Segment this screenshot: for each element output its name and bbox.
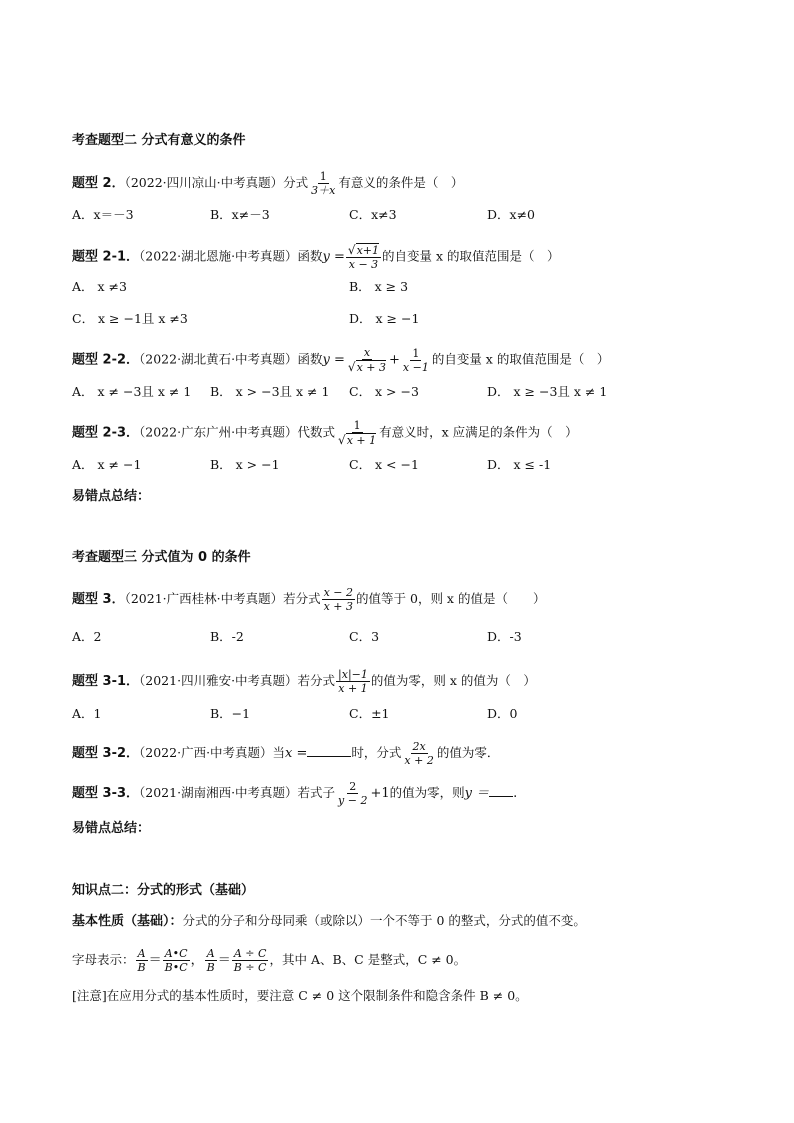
- fraction-a-b-2: $\frac{A}{B}$: [206, 947, 215, 974]
- plus-sign: +: [389, 352, 400, 368]
- fraction: $\frac{2}{y - 2}$: [338, 780, 368, 807]
- option-d: D．0: [487, 706, 518, 721]
- option-b: B． x ≥ 3: [349, 279, 409, 294]
- option-c: C．x≠3: [349, 207, 397, 222]
- question-source: （2022·湖北黄石·中考真题）函数: [139, 351, 323, 367]
- fraction: $\frac{1}{√x + 1}$: [338, 419, 377, 447]
- option-a: A．2: [72, 629, 102, 644]
- y-equals: y =: [322, 352, 345, 368]
- question-label: 题型 2-1: [72, 249, 127, 265]
- option-d: D．-3: [487, 629, 522, 644]
- basic-property-text: 分式的分子和分母同乘（或除以）一个不等于 0 的整式，分式的值不变。: [182, 913, 586, 928]
- question-2: 题型 2．（2022·四川凉山·中考真题）分式 $\frac{1}{3+x}$ 有意义的条件是（ ）: [72, 170, 464, 197]
- fraction: $\frac{2x}{x + 2}$: [404, 740, 434, 767]
- question-tail: 有意义的条件是（ ）: [338, 175, 464, 190]
- fraction-a-b: $\frac{A}{B}$: [137, 947, 146, 974]
- y-equals: y ＝: [464, 786, 490, 801]
- option-c: C． x > −3: [349, 384, 419, 399]
- question-tail: 的值为零，则: [389, 785, 465, 800]
- question-label: 题型 3-2: [72, 746, 127, 761]
- answer-blank[interactable]: [307, 744, 351, 757]
- fraction-adivc-bdivc: $\frac{A \div C}{B \div C}$: [233, 947, 267, 974]
- y-equals: y =: [322, 249, 345, 265]
- question-3-3: 题型 3-3．（2021·湖南湘西·中考真题）若式子 $\frac{2}{y - 2}$ +1的值为零，则y ＝ .: [72, 780, 518, 807]
- fraction-ac-bc: $\frac{A•C}{B•C}$: [164, 947, 188, 974]
- option-b: B． x > −1: [210, 457, 280, 472]
- question-3-2: 题型 3-2．（2022·广西·中考真题）当x = 时，分式 $\frac{2x}{x + 2}$ 的值为零．: [72, 740, 500, 767]
- equals-sign-2: ＝: [217, 953, 231, 968]
- option-c: C．3: [349, 629, 380, 644]
- option-b: B． x > −3且 x ≠ 1: [210, 384, 330, 399]
- question-source: （2021·四川雅安·中考真题）若分式: [139, 673, 336, 688]
- letter-tail: ，其中 A、B、C 是整式，C ≠ 0。: [269, 952, 467, 967]
- option-a: A． x ≠ −1: [72, 457, 142, 472]
- basic-property: [72, 911, 586, 932]
- option-d: D． x ≥ −1: [349, 311, 420, 326]
- question-3: 题型 3．（2021·广西桂林·中考真题）若分式 $\frac{x - 2}{x + 3}$ 的值等于 0，则 x 的值是（ ）: [72, 586, 546, 613]
- comma: ，: [190, 953, 204, 968]
- knowledge-title: 知识点二：分式的形式（基础）: [72, 883, 255, 898]
- option-d: D． x ≥ −3且 x ≠ 1: [487, 384, 608, 399]
- answer-blank[interactable]: [489, 784, 513, 797]
- plus-one: +1: [370, 786, 390, 801]
- letter-label: 字母表示：: [72, 952, 135, 967]
- question-label: 题型 2-2: [72, 352, 127, 368]
- fraction-2: $\frac{1}{x -1}$: [402, 346, 429, 374]
- basic-property-label: 基本性质（基础）：: [72, 914, 183, 929]
- question-tail: 的值为零．: [436, 745, 500, 760]
- question-label: 题型 2: [72, 176, 112, 191]
- question-3-1: 题型 3-1．（2021·四川雅安·中考真题）若分式 $\frac{|x|-1}{x + 1}$ 的值为零，则 x 的值为（ ）: [72, 668, 536, 695]
- option-a: A．1: [72, 706, 102, 721]
- note: [注意]在应用分式的基本性质时，要注意 C ≠ 0 这个限制条件和隐含条件 B ≠ 0。: [72, 988, 528, 1003]
- option-c: C．±1: [349, 706, 390, 721]
- question-label: 题型 3-1: [72, 674, 127, 689]
- option-c: C． x ≥ −1且 x ≠3: [72, 311, 188, 326]
- question-source: （2022·广东广州·中考真题）代数式: [139, 424, 336, 440]
- question-label: 题型 2-3: [72, 425, 127, 441]
- equals-sign: ＝: [148, 953, 162, 968]
- question-source: （2022·湖北恩施·中考真题）函数: [139, 248, 323, 264]
- fraction: $\frac{|x|-1}{x + 1}$: [338, 668, 368, 695]
- question-2-3: 题型 2-3．（2022·广东广州·中考真题）代数式 $\frac{1}{√x + 1}$ 有意义时，x 应满足的条件为（ ）: [72, 419, 578, 447]
- error-summary: 易错点总结：: [72, 821, 151, 836]
- option-a: A． x ≠ −3且 x ≠ 1: [72, 384, 192, 399]
- question-tail: 的值等于 0，则 x 的值是（ ）: [356, 591, 546, 606]
- fraction: $\frac{√x+1}{x - 3}$: [347, 243, 379, 271]
- option-d: D．x≠0: [487, 207, 535, 222]
- letter-representation: [72, 947, 466, 974]
- fraction: $\frac{1}{3+x}$: [311, 170, 336, 197]
- option-b: B．-2: [210, 629, 244, 644]
- section-title: 考查题型三 分式值为 0 的条件: [72, 550, 251, 565]
- option-b: B．−1: [210, 706, 251, 721]
- option-b: B．x≠－3: [210, 207, 270, 222]
- question-source: （2022·广西·中考真题）当: [139, 745, 286, 760]
- option-a: A． x ≠3: [72, 279, 127, 294]
- period: .: [513, 786, 518, 801]
- fraction-1: $\frac{x}{√x + 3}$: [347, 346, 386, 374]
- question-2-2: 题型 2-2．（2022·湖北黄石·中考真题）函数y = $\frac{x}{√x + 3}$ + $\frac{1}{x -1}$ 的自变量 x 的取值范围是（ ）: [72, 346, 610, 374]
- question-tail: 有意义时，x 应满足的条件为（ ）: [379, 424, 578, 440]
- fraction: $\frac{x - 2}{x + 3}$: [323, 586, 354, 613]
- section-title: 考查题型二 分式有意义的条件: [72, 133, 246, 148]
- error-summary: 易错点总结：: [72, 489, 151, 504]
- option-d: D． x ≤ -1: [487, 457, 552, 472]
- question-source: （2021·湖南湘西·中考真题）若式子: [139, 785, 336, 800]
- question-label: 题型 3: [72, 592, 112, 607]
- question-label: 题型 3-3: [72, 786, 127, 801]
- question-source: （2021·广西桂林·中考真题）若分式: [124, 591, 321, 606]
- question-2-1: 题型 2-1．（2022·湖北恩施·中考真题）函数y = $\frac{√x+1}{x - 3}$ 的自变量 x 的取值范围是（ ）: [72, 243, 560, 271]
- question-mid: 时，分式: [351, 745, 402, 760]
- question-tail: 的值为零，则 x 的值为（ ）: [370, 673, 536, 688]
- option-a: A．x＝－3: [72, 207, 134, 222]
- option-c: C． x < −1: [349, 457, 419, 472]
- question-tail: 的自变量 x 的取值范围是（ ）: [382, 248, 560, 264]
- x-equals: x =: [285, 746, 308, 761]
- question-tail: 的自变量 x 的取值范围是（ ）: [431, 351, 610, 367]
- question-source: （2022·四川凉山·中考真题）分式: [124, 175, 309, 190]
